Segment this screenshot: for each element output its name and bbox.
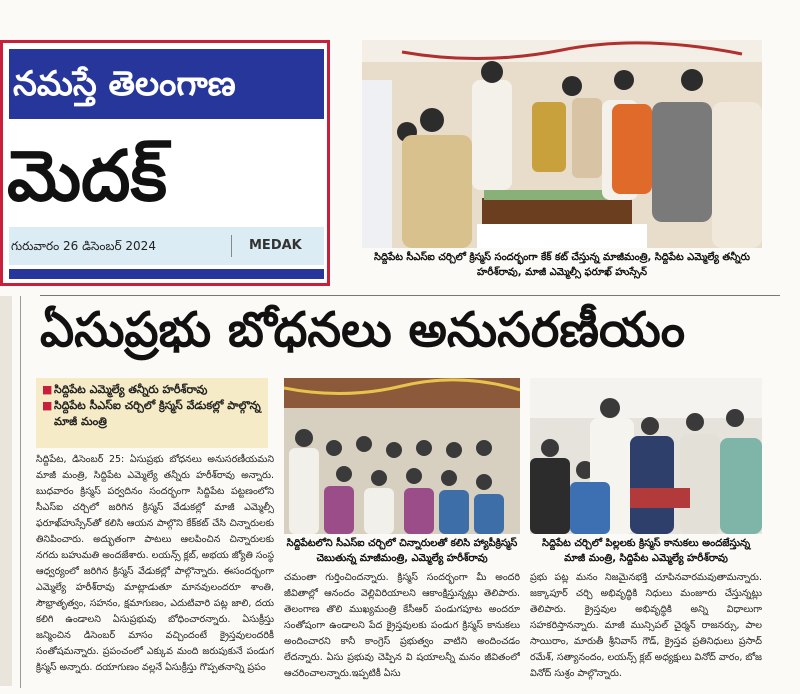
issue-date: గురువారం 26 డిసెంబర్ 2024	[11, 239, 156, 253]
edition-masthead	[0, 40, 330, 286]
date-divider	[231, 235, 232, 257]
gifts-photo-caption: సిద్దిపేట చర్చిలో పిల్లలకు క్రిస్మస్ కానుకలు అందజేస్తున్న మాజీ మంత్రి, సిద్దిపేట ఎమ్మెల్యే హరీశ్‌రావు	[541, 538, 751, 564]
gifts-photo	[530, 378, 762, 534]
gift-distribution-image	[530, 378, 762, 534]
edition-name: మెదక్	[7, 135, 168, 217]
column-divider	[20, 296, 21, 688]
masthead-bottom-bar	[9, 269, 324, 279]
top-photo	[362, 40, 762, 248]
highlight-item	[42, 382, 262, 398]
children-group-image	[284, 378, 520, 534]
headline-top-rule	[40, 295, 780, 296]
highlight-item	[42, 398, 262, 430]
date-band	[9, 227, 324, 265]
bullet-icon: ■	[42, 399, 53, 412]
region-label: MEDAK	[249, 238, 302, 253]
cake-cutting-image	[362, 40, 762, 248]
children-photo	[284, 378, 520, 534]
article-headline: ఏసుప్రభు బోధనలు అనుసరణీయం	[40, 302, 686, 358]
highlights-box	[36, 378, 268, 448]
highlight-text: సిద్దిపేట సీఎస్ఐ చర్చిలో క్రిస్మస్ వేడుకల్లో పాల్గొన్న మాజీ మంత్రి	[54, 399, 261, 428]
adjacent-column-strip	[0, 296, 12, 686]
top-photo-caption: సిద్దిపేట సీఎస్ఐ చర్చిలో క్రిస్మస్ సందర్భంగా కేక్ కట్ చేస్తున్న మాజీమంత్రి, సిద్దిపేట ఎమ్మెల్యే తన్నీరు హరీశ్‌రావు, మాజీ ఎమ్మెల్సీ ఫరూఖ్ హుస్సేన్	[374, 252, 750, 278]
article-column-3: ప్రభు పట్ల మనం నిజమైనభక్తి చూపినవారమవుతామన్నారు. జక్కాపూర్ చర్చి అభివృద్ధికి నిధులు మంజూరు చేస్తున్నట్లు తెలిపారు. క్రైస్తవుల అభివృద్ధికి అన్ని విధాలుగా సహకరిస్తానన్నారు. మాజీ మున్సిపల్ చైర్మన్ రాజనర్సు, పాల సాయిరాం, మారుతీ శ్రీనివాస్ గౌడ్, క్రైస్తవ ప్రతినిధులు ప్రసాద్ రమేశ్, సత్యానందం, లయన్స్ క్లబ్ అధ్యక్షులు వినోద్ వారం, బోజ వినోద్ సుశ్రం పాల్గొన్నారు.	[530, 572, 762, 679]
children-photo-caption: సిద్దిపేటలోని సీఎస్ఐ చర్చిలో చిన్నారులతో కలిసి హ్యాపీక్రిస్మస్ చెబుతున్న మాజీమంత్రి, ఎమ్మెల్యే హరీశ్‌రావు	[286, 538, 518, 564]
article-column-2: చమంతా గుర్తించిందన్నారు. క్రిస్మస్ సందర్భంగా మీ అందరి జీవితాల్లో ఆనందం వెల్లివిరియాలని ఆకాంక్షిస్తున్నట్లు తెలిపారు. తెలంగాణ తొలి ముఖ్యమంత్రి కేసీఆర్ పండుగపూట అందరూ సంతోషంగా ఉండాలని పేద క్రైస్తవులకు పండుగ క్రిస్మస్ కానుకలు అందించారని కానీ కాంగ్రెస్ ప్రభుత్వం వాటిని అందించడం లేదన్నారు. ఏసు ప్రభువు చెప్పిన వి షయాలన్నీ మనం జీవితంలో ఆచరించాలన్నారు.ఇప్పటికీ ఏసు	[284, 572, 520, 679]
article-column-1: సిద్దిపేట, డిసెంబర్ 25: ఏసుప్రభు బోధనలు అనుసరణీయమని మాజీ మంత్రి, సిద్దిపేట ఎమ్మెల్యే తన్నీరు హరీశ్‌రావు అన్నారు. బుధవారం క్రిస్మస్ పర్వదినం సందర్భంగా సిద్దిపేట పట్టణంలోని సీఎస్ఐ చర్చిలో జరిగిన క్రిస్మస్ వేడుకల్లో మాజీ ఎమ్మెల్సీ ఫరూఖ్‌హుస్సేన్‌తో కలిసి ఆయన పాల్గొని కేక్‌కట్ చేసి చిన్నారులకు తినిపించారు. అద్భుతంగా పాటలు ఆలపించిన చిన్నారులకు నగదు బహుమతి అందజేశారు. లయన్స్ క్లబ్, అభయ జ్యోతి సంస్థ ఆధ్వర్యంలో జరిగిన క్రిస్మస్ వేడుకల్లో పాల్గొన్నారు. ఈసందర్భంగా ఎమ్మెల్యే హరీశ్‌రావు మాట్లాడుతూ మానవులందరూ శాంతి, సౌభ్రాతృత్వం, సహనం, క్షమాగుణం, ఎదుటివారి పట్ల జాలి, దయ కలిగి ఉండాలని ఏసుప్రభువు బోధించారన్నారు. ఏసుక్రీస్తు జన్మించిన డిసెంబర్ మాసం వచ్చిందంటే క్రైస్తవులందరికీ సంతోషమన్నారు. ప్రపంచంలో ఎక్కువ మంది జరుపుకునే పండుగ క్రిస్మస్ అన్నారు. దయాగుణం వల్లనే ఏసుక్రీస్తు గొప్పతనాన్ని ప్రపం	[36, 454, 274, 673]
highlight-text: సిద్దిపేట ఎమ్మెల్యే తన్నీరు హరీశ్‌రావు	[54, 383, 208, 396]
bullet-icon: ■	[42, 383, 53, 396]
paper-name: నమస్తే తెలంగాణ	[9, 49, 324, 119]
